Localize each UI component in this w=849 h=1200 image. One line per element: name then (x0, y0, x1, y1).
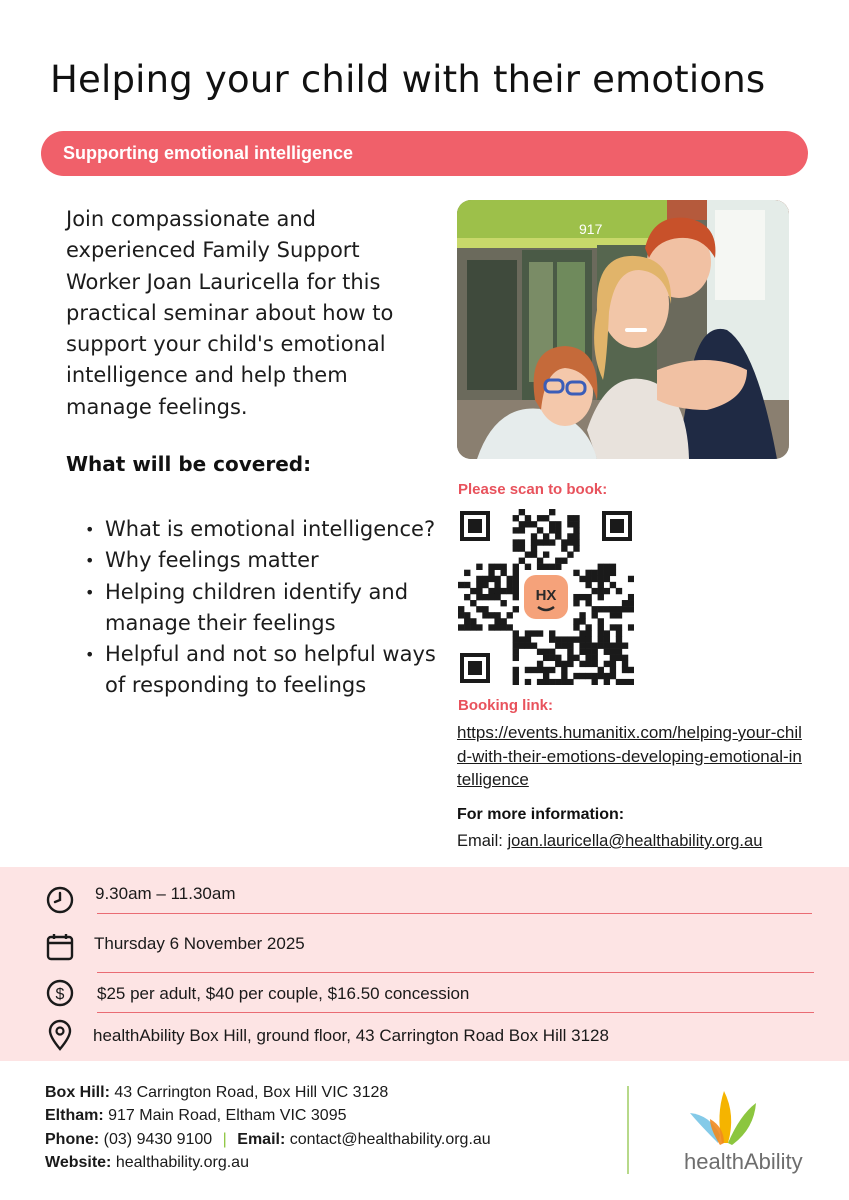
event-date: Thursday 6 November 2025 (94, 934, 305, 953)
booking-link[interactable]: https://events.humanitix.com/helping-your-child-with-their-emotions-developing-emotional-intelligence (457, 723, 802, 789)
intro-paragraph: Join compassionate and experienced Family Support Worker Joan Lauricella for this practical seminar about how to support your child's emotional intelligence and help them manage feelings. (66, 207, 394, 419)
family-photo-illustration (457, 200, 789, 459)
footer-contact (45, 1081, 605, 1175)
phone-label: Phone: (45, 1130, 100, 1148)
website-link[interactable]: healthability.org.au (115, 1154, 249, 1172)
email-label: Email: (457, 832, 503, 850)
event-details-panel (0, 867, 849, 1061)
qr-finder-bottom-left (460, 653, 490, 683)
svg-text:$: $ (55, 986, 65, 1003)
details-divider (97, 1012, 814, 1013)
topic-item (85, 639, 440, 702)
logo-text-ability: Ability (743, 1149, 803, 1174)
footer-separator: | (222, 1130, 227, 1148)
logo-text-health: health (684, 1149, 744, 1174)
topics-list (85, 514, 440, 702)
dollar-icon (45, 978, 75, 1008)
footer-website-line (45, 1151, 605, 1174)
footer-boxhill-line (45, 1081, 605, 1104)
calendar-icon (45, 932, 75, 962)
bullet-icon: • (85, 551, 95, 571)
topic-item (85, 514, 440, 545)
eltham-address: 917 Main Road, Eltham VIC 3095 (108, 1107, 347, 1125)
footer-eltham-line (45, 1104, 605, 1127)
family-photo (457, 200, 789, 459)
photo-sign-number: 917 (579, 221, 603, 237)
qr-code-graphic (458, 509, 634, 685)
topic-item (85, 577, 440, 640)
location-pin-icon (45, 1019, 75, 1051)
phone-number[interactable]: (03) 9430 9100 (103, 1130, 213, 1148)
topic-text: Helping children identify and manage their feelings (105, 579, 409, 635)
contact-email-link[interactable]: joan.lauricella@healthability.org.au (507, 832, 763, 850)
more-info-label: For more information: (457, 806, 625, 823)
footer-email-label: Email: (237, 1130, 286, 1148)
subtitle-text: Supporting emotional intelligence (63, 143, 354, 163)
details-divider (97, 972, 814, 973)
bullet-icon: • (85, 520, 95, 539)
topic-item (85, 545, 440, 576)
qr-finder-top-right (602, 511, 632, 541)
boxhill-address: 43 Carrington Road, Box Hill VIC 3128 (114, 1084, 389, 1101)
contact-email-line (457, 832, 837, 851)
bullet-icon: • (85, 645, 95, 665)
scan-to-book-label: Please scan to book: (458, 481, 608, 498)
eltham-label: Eltham: (45, 1107, 104, 1125)
bullet-icon: • (85, 582, 95, 602)
boxhill-label: Box Hill: (45, 1084, 110, 1101)
topic-text: Why feelings matter (105, 548, 319, 573)
covered-heading: What will be covered: (66, 452, 312, 476)
booking-qr-code[interactable] (458, 509, 634, 685)
qr-finder-top-left (460, 511, 490, 541)
healthability-logo-text (684, 1149, 803, 1175)
footer-divider (627, 1086, 629, 1174)
page-title: Helping your child with their emotions (50, 58, 766, 101)
topic-text: What is emotional intelligence? (105, 517, 436, 541)
footer-email[interactable]: contact@healthability.org.au (289, 1130, 491, 1148)
website-label: Website: (45, 1154, 112, 1172)
event-price: $25 per adult, $40 per couple, $16.50 concession (97, 984, 470, 1003)
booking-link-label: Booking link: (458, 697, 553, 714)
qr-logo-text: HX (535, 587, 557, 604)
subtitle-banner (41, 131, 808, 176)
clock-icon (45, 885, 75, 915)
topic-text: Helpful and not so helpful ways of responding to feelings (105, 642, 436, 698)
event-time: 9.30am – 11.30am (95, 884, 236, 903)
details-divider (97, 913, 812, 914)
event-location: healthAbility Box Hill, ground floor, 43 Carrington Road Box Hill 3128 (93, 1026, 609, 1045)
footer-phone-email-line (45, 1128, 605, 1151)
